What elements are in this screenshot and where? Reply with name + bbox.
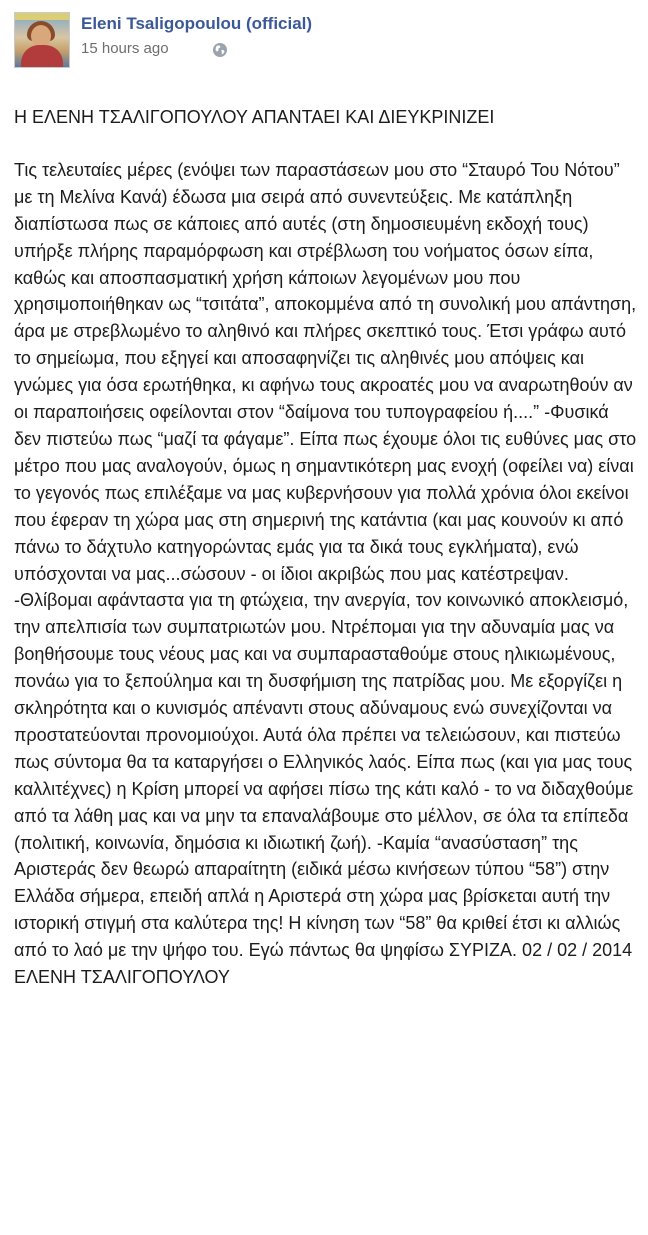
- post-headline: Η ΕΛΕΝΗ ΤΣΑΛΙΓΟΠΟΥΛΟΥ ΑΠΑΝΤΑΕΙ ΚΑΙ ΔΙΕΥΚΡΙΝΙΖΕΙ: [14, 107, 495, 127]
- post-timestamp[interactable]: 15 hours ago: [81, 40, 169, 57]
- globe-icon: [212, 42, 228, 58]
- post-content: [14, 104, 640, 991]
- page-name-link[interactable]: Eleni Tsaligopoulou (official): [81, 14, 313, 33]
- avatar[interactable]: [14, 12, 70, 68]
- post-body: Τις τελευταίες μέρες (ενόψει των παραστάσεων μου στο “Σταυρό Του Νότου” με τη Μελίνα Κανά) έδωσα μια σειρά από συνεντεύξεις. Με κατάπληξη διαπίστωσα πως σε κάποιες από αυτές (στη δημοσιευμένη εκδοχή τους) υπήρξε πλήρης παραμόρφωση και στρέβλωση του νοήματος όσων είπα, καθώς και αποσπασματική χρήση κάποιων λεγομένων μου που χρησιμοποιήθηκαν ως “τσιτάτα”, αποκομμένα από τη συνολική μου απάντηση, άρα με στρεβλωμένο το αληθινό και πλήρες σκεπτικό τους. Έτσι γράφω αυτό το σημείωμα, που εξηγεί και αποσαφηνίζει τις αληθινές μου απόψεις και γνώμες για όσα ερωτήθηκα, κι αφήνω τους ακροατές μου να αναρωτηθούν αν οι παραποιήσεις οφείλονται στον “δαίμονα του τυπογραφείου ή....” -Φυσικά δεν πιστεύω πως “μαζί τα φάγαμε”. Είπα πως έχουμε όλοι τις ευθύνες μας στο μέτρο που μας αναλογούν, όμως η σημαντικότερη μας ενοχή (οφείλει να) είναι το γεγονός πως επιλέξαμε να μας κυβερνήσουν για πολλά χρόνια όλοι εκείνοι που έφεραν τη χώρα μας στη σημερινή της κατάντια (και μας κουνούν κι από πάνω το δάχτυλο κατηγορώντας εμάς για τα δικά τους εγκλήματα), ενώ υπόσχονται να μας...σώσουν - οι ίδιοι ακριβώς που μας κατέστρεψαν. -Θλίβομαι αφάνταστα για τη φτώχεια, την ανεργία, τον κοινωνικό αποκλεισμό, την απελπισία των συμπατριωτών μου. Ντρέπομαι για την αδυναμία μας να βοηθήσουμε τους νέους μας και να συμπαρασταθούμε στους ηλικιωμένους, πονάω για το ξεπούλημα και τη δυσφήμιση της πατρίδας μου. Με εξοργίζει η σκληρότητα και ο κυνισμός απέναντι στους αδύναμους ενώ συνεχίζονται να προστατεύονται προνομιούχοι. Αυτά όλα πρέπει να τελειώσουν, και πιστεύω πως σύντομα θα τα καταργήσει ο Ελληνικός λαός. Είπα πως (και για μας τους καλλιτέχνες) η Κρίση μπορεί να αφήσει πίσω της κάτι καλό - το να διδαχθούμε από τα λάθη μας και να μην τα επαναλάβουμε στο μέλλον, σε όλα τα επίπεδα (πολιτική, κοινωνία, δημόσια κι ιδιωτική ζωή). -Καμία “ανασύσταση” της Αριστεράς δεν θεωρώ απαραίτητη (ειδικά μέσω κινήσεων τύπου “58”) στην Ελλάδα σήμερα, επειδή απλά η Αριστερά στη χώρα μας βρίσκεται αυτή την ιστορική στιγμή στα καλύτερα της! Η κίνηση των “58” θα κριθεί έτσι κι αλλιώς από το λαό με την ψήφο του. Εγώ πάντως θα ψηφίσω ΣΥΡΙΖΑ. 02 / 02 / 2014 ΕΛΕΝΗ ΤΣΑΛΙΓΟΠΟΥΛΟΥ: [14, 159, 637, 988]
